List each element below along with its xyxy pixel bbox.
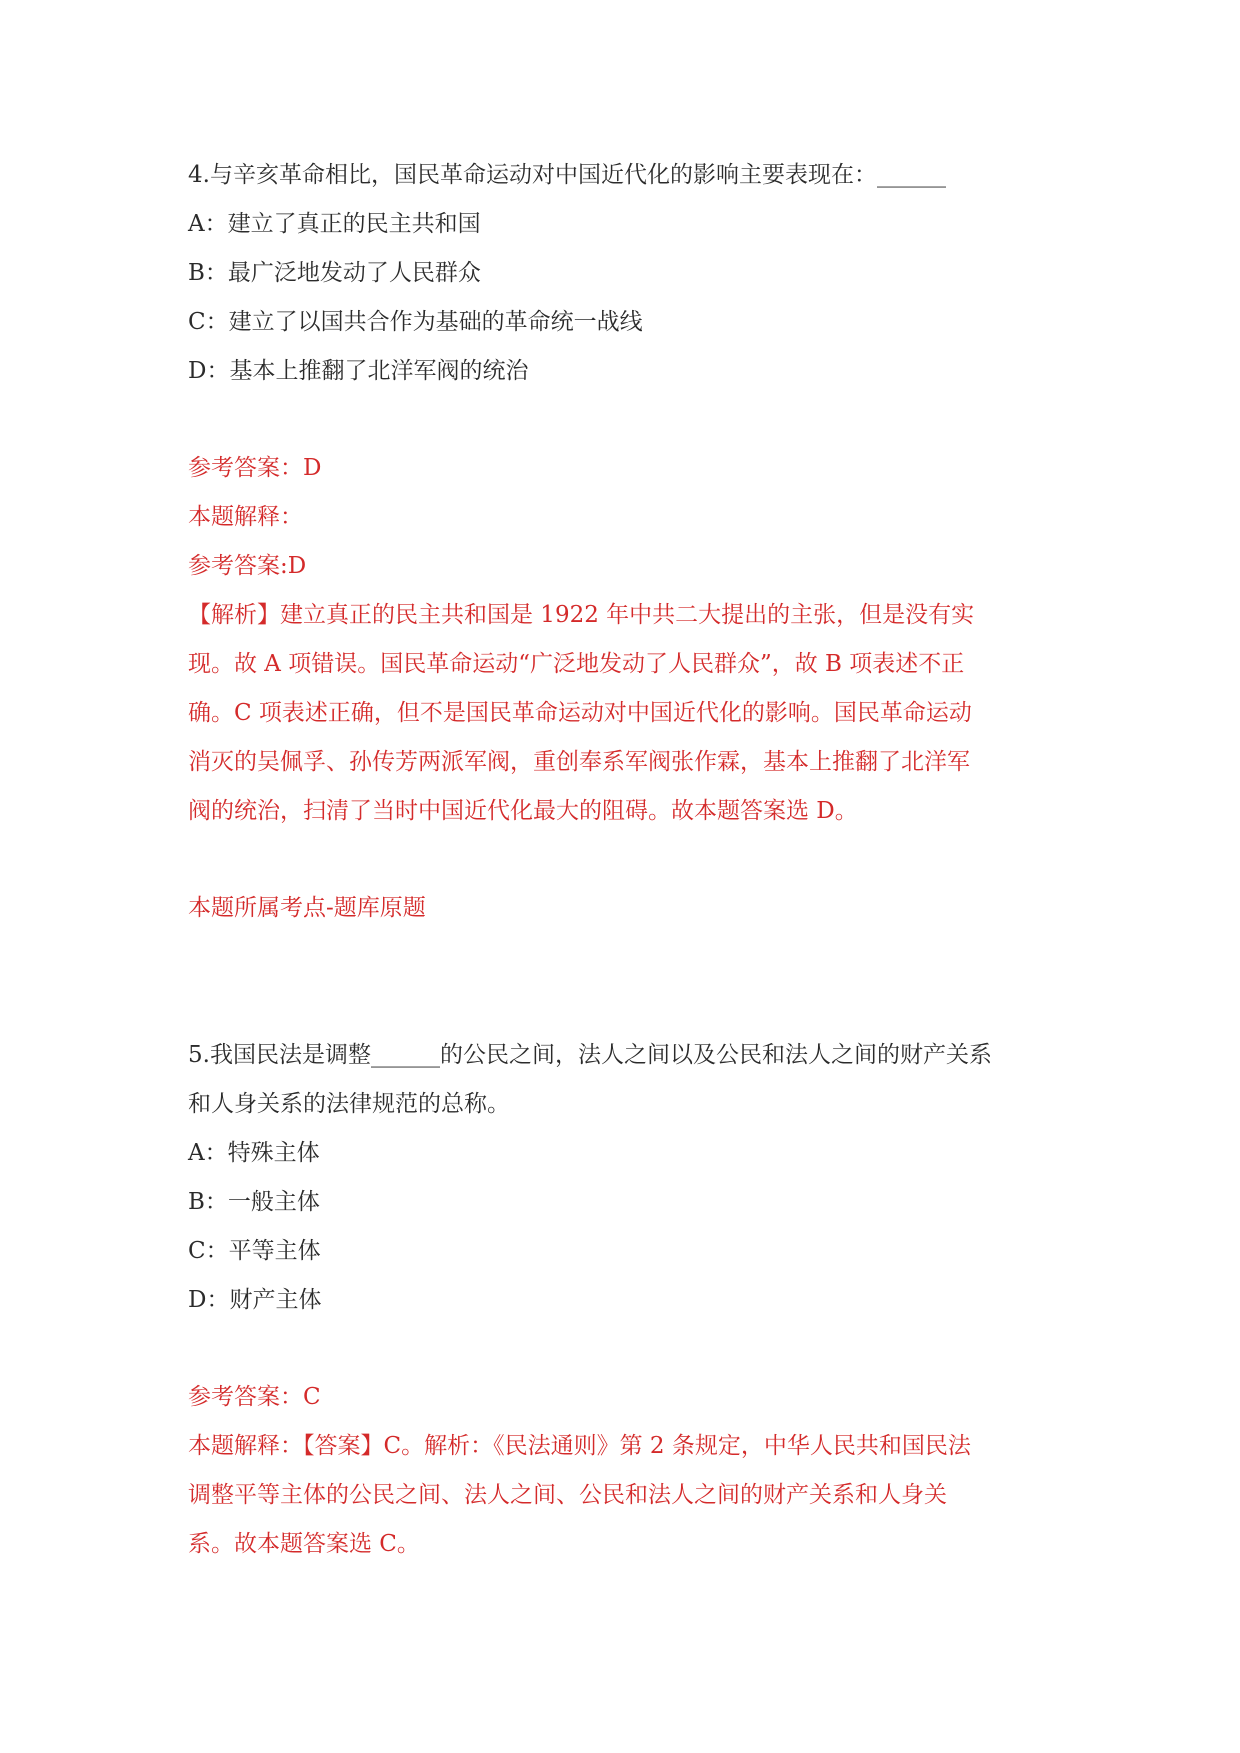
q4-option-a: A：建立了真正的民主共和国: [188, 211, 481, 237]
q4-analysis-line: 现。故 A 项错误。国民革命运动“广泛地发动了人民群众”，故 B 项表述不正: [188, 651, 965, 677]
q4-option-d: D：基本上推翻了北洋军阀的统治: [188, 358, 529, 384]
q4-analysis-line: 确。C 项表述正确，但不是国民革命运动对中国近代化的影响。国民革命运动: [188, 700, 972, 726]
q4-answer: 参考答案：D: [188, 455, 322, 481]
q4-analysis-line: 阀的统治，扫清了当时中国近代化最大的阻碍。故本题答案选 D。: [188, 798, 858, 824]
q4-option-b: B：最广泛地发动了人民群众: [188, 260, 481, 286]
q5-option-c: C：平等主体: [188, 1238, 321, 1264]
q4-explain-label: 本题解释：: [188, 504, 303, 530]
q4-analysis-line: 【解析】建立真正的民主共和国是 1922 年中共二大提出的主张，但是没有实: [188, 602, 975, 628]
q5-option-d: D：财产主体: [188, 1287, 322, 1313]
q5-answer: 参考答案：C: [188, 1384, 321, 1410]
q5-explain-line: 系。故本题答案选 C。: [188, 1531, 420, 1557]
q5-explain-line: 本题解释：【答案】C。解析：《民法通则》第 2 条规定，中华人民共和国民法: [188, 1433, 971, 1459]
q4-stem: 4.与辛亥革命相比，国民革命运动对中国近代化的影响主要表现在：______: [188, 162, 946, 188]
q4-option-c: C：建立了以国共合作为基础的革命统一战线: [188, 309, 643, 335]
q5-stem-line: 和人身关系的法律规范的总称。: [188, 1091, 510, 1117]
q5-option-b: B：一般主体: [188, 1189, 320, 1215]
q4-knowledge-point: 本题所属考点-题库原题: [188, 895, 426, 921]
q5-explain-line: 调整平等主体的公民之间、法人之间、公民和法人之间的财产关系和人身关: [188, 1482, 947, 1508]
q5-stem-line: 5.我国民法是调整______的公民之间，法人之间以及公民和法人之间的财产关系: [188, 1042, 992, 1068]
q5-option-a: A：特殊主体: [188, 1140, 320, 1166]
q4-answer-repeat: 参考答案:D: [188, 553, 307, 579]
q4-analysis-line: 消灭的吴佩孚、孙传芳两派军阀，重创奉系军阀张作霖，基本上推翻了北洋军: [188, 749, 970, 775]
